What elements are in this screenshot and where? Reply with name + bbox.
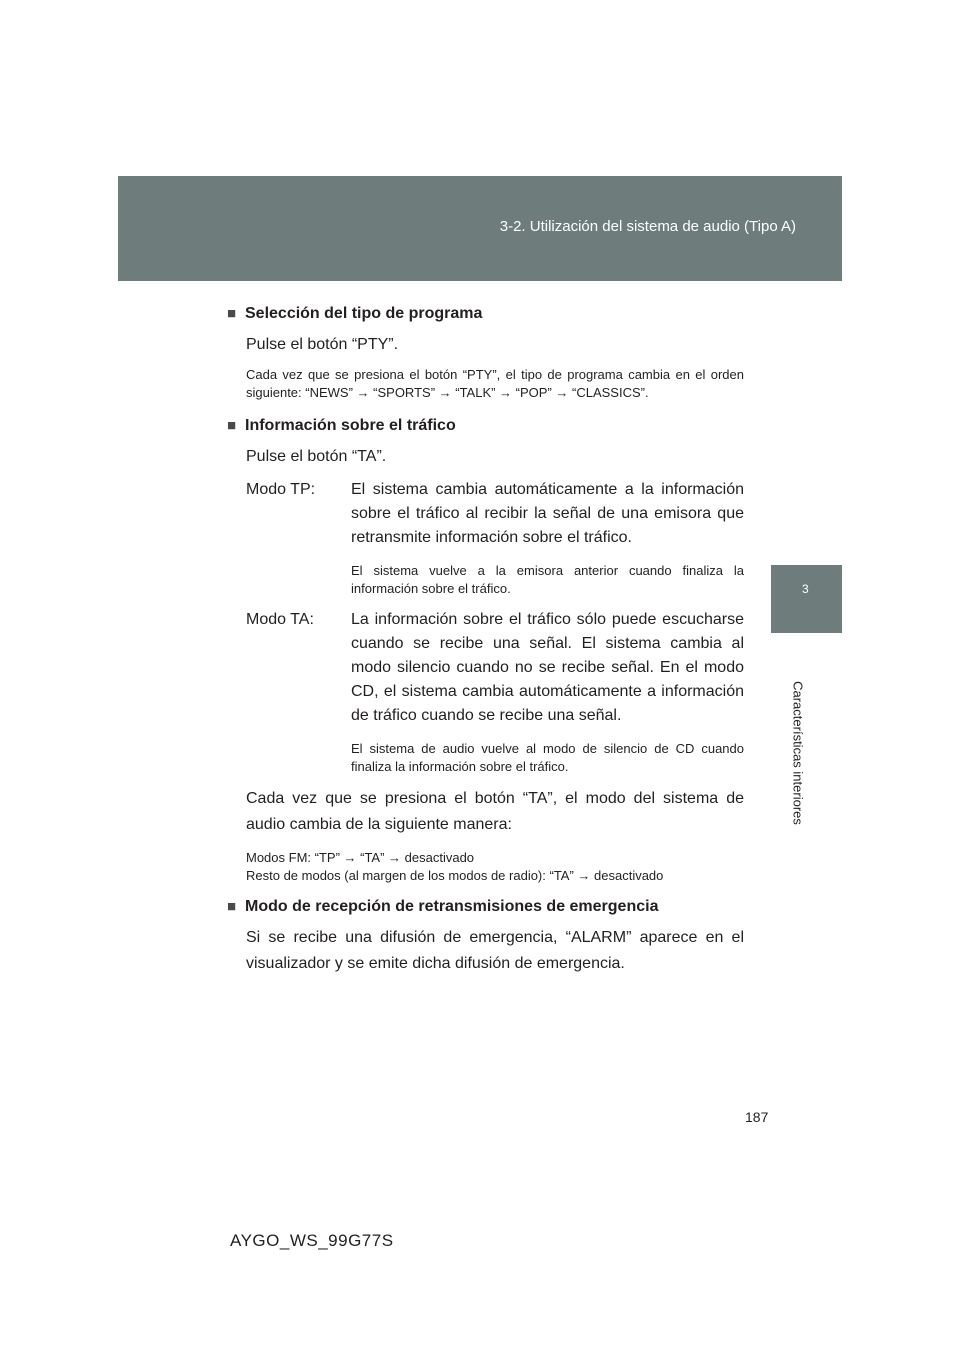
mode-row-ta [246, 608, 744, 728]
heading-text: Selección del tipo de programa [245, 305, 483, 322]
page-content [227, 303, 744, 977]
mode-row-tp [246, 478, 744, 550]
other-modes-text: Resto de modos (al margen de los modos de radio): “TA” → desactivado [246, 868, 664, 883]
page-number: 187 [745, 1109, 769, 1125]
heading-text: Modo de recepción de retransmisiones de emergencia [245, 898, 659, 915]
chapter-tab [771, 565, 842, 633]
chapter-side-label [768, 648, 828, 858]
body-text: Si se recibe una difusión de emergencia, “ALARM” aparece en el visualizador y se emite dicha difusión de emergencia. [246, 929, 744, 972]
fm-modes-text: Modos FM: “TP” → “TA” → desactivado [246, 850, 475, 865]
note-text: Cada vez que se presiona el botón “PTY”, el tipo de programa cambia en el orden siguiente: “NEWS” → “SPORTS” → “TALK” → “POP” → “CLASSICS”. [246, 367, 744, 400]
square-bullet-icon: ■ [227, 898, 237, 915]
header-band [118, 176, 842, 281]
document-code: AYGO_WS_99G77S [230, 1231, 394, 1250]
instruction-text: Pulse el botón “PTY”. [246, 336, 399, 353]
section-heading-program-type [227, 303, 744, 325]
heading-text: Información sobre el tráfico [245, 417, 456, 434]
square-bullet-icon: ■ [227, 417, 237, 434]
section-heading-emergency [227, 896, 744, 918]
mode-description: El sistema cambia automáticamente a la información sobre el tráfico al recibir la señal de una emisora que retransmite información sobre el tráfico. [351, 481, 744, 546]
mode-label: Modo TP: [246, 481, 316, 498]
square-bullet-icon: ■ [227, 305, 237, 322]
mode-description: La información sobre el tráfico sólo puede escucharse cuando se recibe una señal. El sistema cambia al modo silencio cuando no se recibe señal. En el modo CD, el sistema cambia automáticamente a información de tráfico cuando se recibe una señal. [351, 611, 744, 724]
section-heading-traffic-info [227, 415, 744, 437]
cycle-text: Cada vez que se presiona el botón “TA”, el modo del sistema de audio cambia de la siguiente manera: [246, 790, 744, 833]
chapter-number: 3 [802, 582, 809, 596]
instruction-text: Pulse el botón “TA”. [246, 448, 387, 465]
section-header-title: 3-2. Utilización del sistema de audio (Tipo A) [499, 218, 796, 235]
note-text: El sistema vuelve a la emisora anterior cuando finaliza la información sobre el tráfico. [351, 563, 744, 596]
mode-label: Modo TA: [246, 611, 314, 628]
note-text: El sistema de audio vuelve al modo de silencio de CD cuando finaliza la información sobre el tráfico. [351, 741, 744, 774]
chapter-title: Características interiores [790, 681, 806, 825]
